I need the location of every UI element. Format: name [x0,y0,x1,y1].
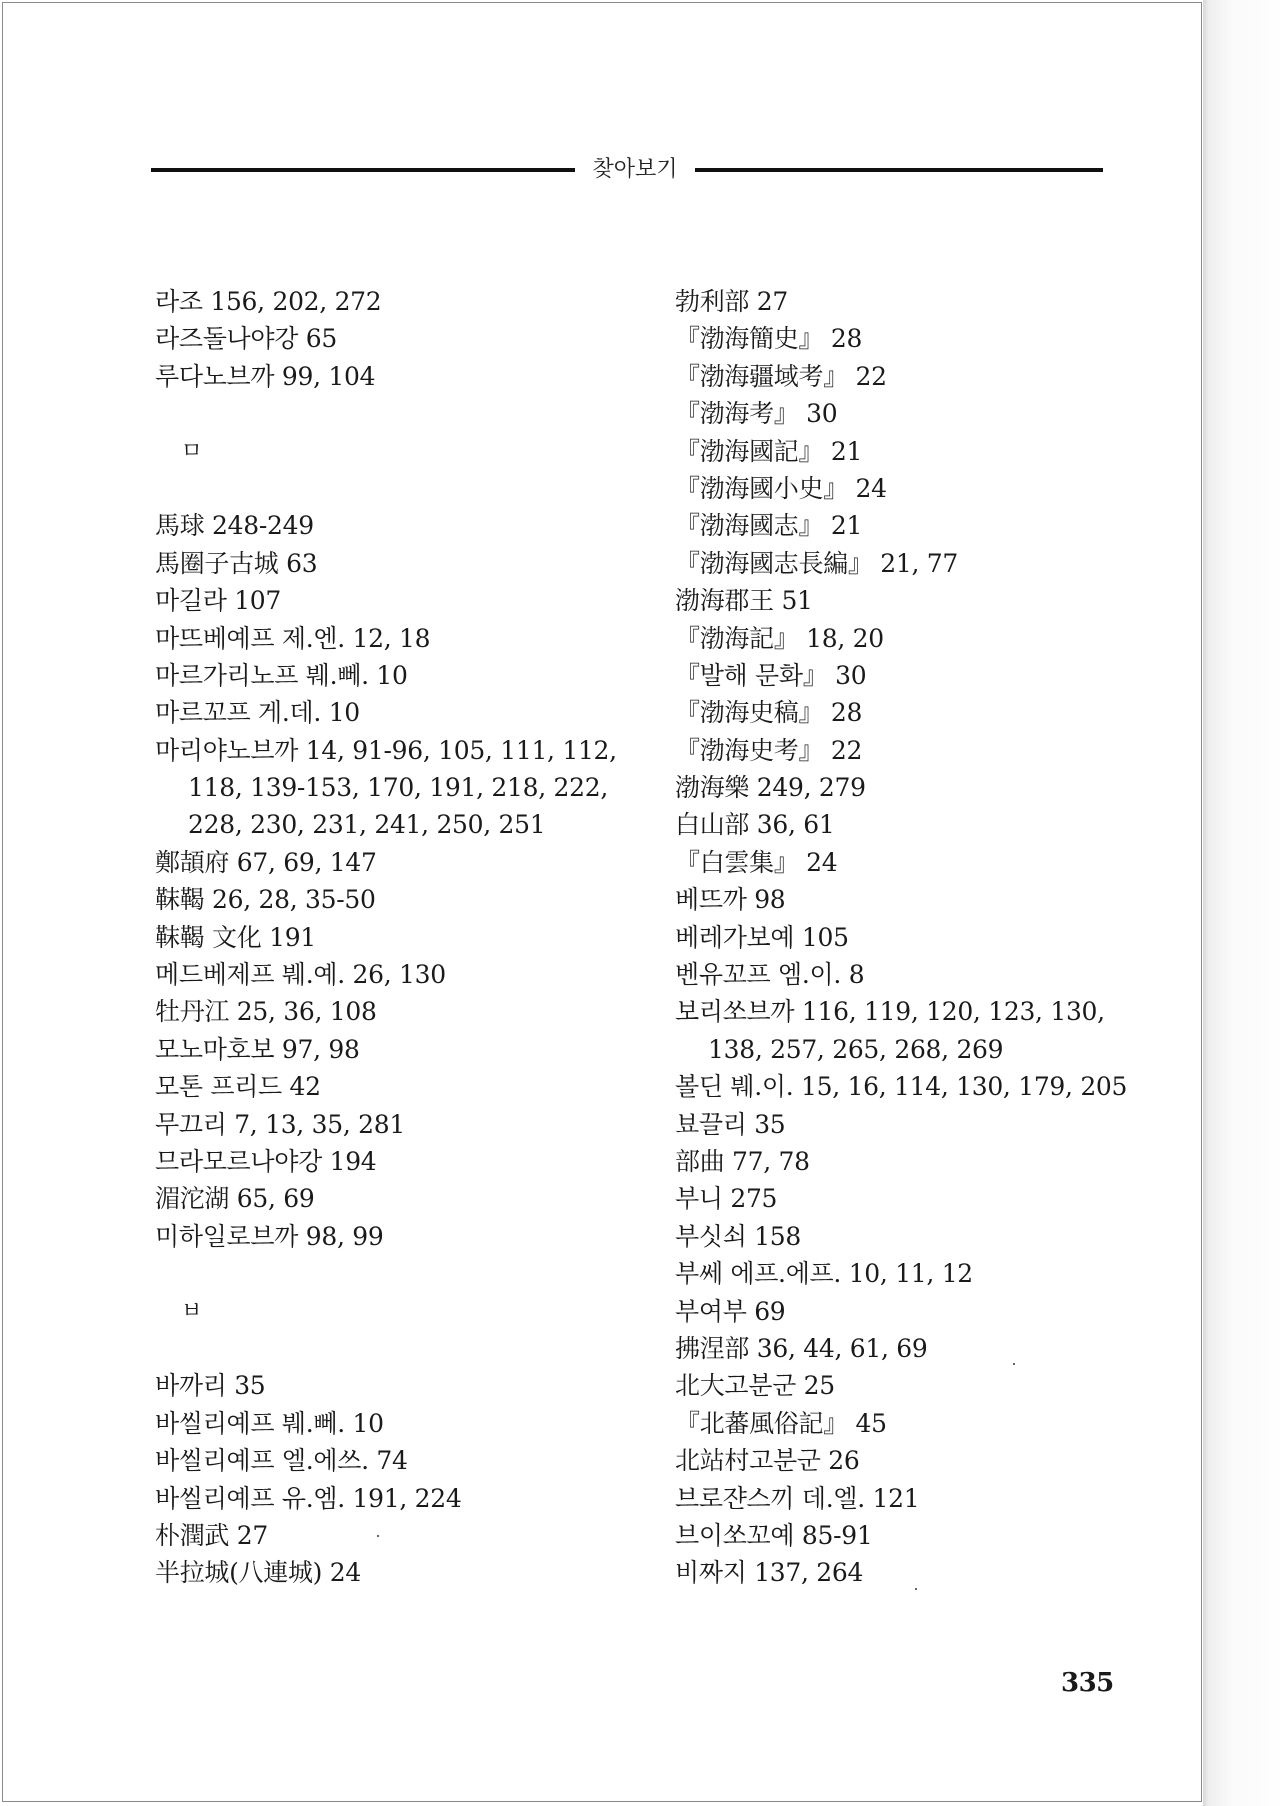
index-entry: 무끄리 7, 13, 35, 281 [155,1109,405,1139]
index-entry: 『渤海國志』 21 [675,511,863,541]
index-entry: 부싯쇠 158 [675,1221,802,1251]
index-entry: 『渤海國小史』 24 [675,473,887,503]
index-entry: 바까리 35 [155,1371,266,1401]
index-entry: 브이쏘꼬예 85-91 [675,1520,873,1550]
index-entry: 바씰리예프 붸.뻬. 10 [155,1408,384,1438]
index-entry: 『渤海國記』 21 [675,436,863,466]
index-section-letter: ㅁ [181,438,202,464]
index-entry: 보리쏘브까 116, 119, 120, 123, 130, [675,997,1105,1027]
index-entry: 半拉城(八連城) 24 [155,1558,361,1588]
index-entry: 베레가보예 105 [675,922,849,952]
index-entry: 바씰리예프 엘.에쓰. 74 [155,1446,408,1476]
index-entry: 마르가리노프 붸.뻬. 10 [155,660,408,690]
index-entry: 渤海樂 249, 279 [675,773,866,803]
index-entry: 『渤海疆域考』 22 [675,361,887,391]
index-entry: 『발해 문화』 30 [675,660,867,690]
header-rule-left [151,168,575,172]
index-entry: 拂涅部 36, 44, 61, 69 [675,1333,928,1363]
index-entry: 마리야노브까 14, 91-96, 105, 111, 112, [155,735,617,765]
book-page [2,2,1202,1802]
index-entry: 『渤海國志長編』 21, 77 [675,548,958,578]
index-entry: 마길라 107 [155,586,282,616]
index-entry: 部曲 77, 78 [675,1146,810,1176]
index-entry: 118, 139-153, 170, 191, 218, 222, [188,773,608,803]
index-entry: 메드베제프 붸.예. 26, 130 [155,960,446,990]
index-section-letter: ㅂ [181,1298,202,1324]
index-entry: 『渤海簡史』 28 [675,324,863,354]
index-entry: 北站村고분군 26 [675,1446,860,1476]
left-column-spacer [155,1330,610,1367]
index-entry: 『渤海考』 30 [675,399,838,429]
index-entry: 『渤海記』 18, 20 [675,623,884,653]
page-number: 335 [1061,1668,1114,1698]
index-entry: 마뜨베예프 제.엔. 12, 18 [155,623,431,653]
index-entry: 마르꼬프 게.데. 10 [155,698,360,728]
index-entry: 勃利部 27 [675,287,788,316]
scan-speck [377,1535,379,1537]
index-entry: 北大고분군 25 [675,1371,835,1401]
index-entry: 『渤海史考』 22 [675,735,863,765]
index-entry: 바씰리예프 유.엠. 191, 224 [155,1483,462,1513]
index-entry: 『白雲集』 24 [675,847,838,877]
scan-speck [1013,1363,1015,1365]
index-entry: 미하일로브까 98, 99 [155,1221,384,1251]
index-entry: 靺鞨 文化 191 [155,922,316,952]
index-entry: 라즈돌나야강 65 [155,324,337,354]
running-header-title: 찾아보기 [592,157,678,182]
index-entry: 므라모르나야강 194 [155,1146,377,1176]
index-entry: 볼딘 붸.이. 15, 16, 114, 130, 179, 205 [675,1072,1128,1102]
viewer-background [1203,0,1285,1806]
index-entry: 白山部 36, 61 [675,810,835,840]
index-entry: 뵤끌리 35 [675,1109,786,1139]
index-entry: 비짜지 137, 264 [675,1558,864,1588]
scan-speck [915,1588,917,1590]
index-entry: 渤海郡王 51 [675,586,813,616]
index-column-right [675,283,1130,1592]
index-entry: 루다노브까 99, 104 [155,361,376,391]
index-column-left [155,283,617,1592]
index-entry: 모노마호보 97, 98 [155,1034,360,1064]
index-entry: 라조 156, 202, 272 [155,287,382,316]
index-entry: 牡丹江 25, 36, 108 [155,997,377,1027]
index-entry: 鄭頡府 67, 69, 147 [155,847,377,877]
index-entry: 『渤海史稿』 28 [675,698,863,728]
index-entry: 湄沱湖 65, 69 [155,1184,315,1214]
left-column-spacer [155,395,610,432]
left-column-spacer [155,1255,610,1292]
index-entry: 부쎄 에프.에프. 10, 11, 12 [675,1259,973,1289]
index-entry: 228, 230, 231, 241, 250, 251 [188,810,546,840]
index-entry: 馬圈子古城 63 [155,548,318,578]
index-entry: 靺鞨 26, 28, 35-50 [155,885,376,915]
index-entry: 부여부 69 [675,1296,786,1326]
header-rule-right [695,168,1103,172]
left-column-spacer [155,470,610,507]
index-entry: 브로쟌스끼 데.엘. 121 [675,1483,920,1513]
index-entry: 朴潤武 27 [155,1520,268,1550]
index-entry: 부니 275 [675,1184,778,1214]
index-entry: 馬球 248-249 [155,511,314,541]
index-entry: 『北蕃風俗記』 45 [675,1408,887,1438]
index-entry: 벤유꼬프 엠.이. 8 [675,960,865,990]
index-entry: 138, 257, 265, 268, 269 [708,1034,1004,1064]
index-entry: 모톤 프리드 42 [155,1072,321,1102]
index-entry: 베뜨까 98 [675,885,786,915]
